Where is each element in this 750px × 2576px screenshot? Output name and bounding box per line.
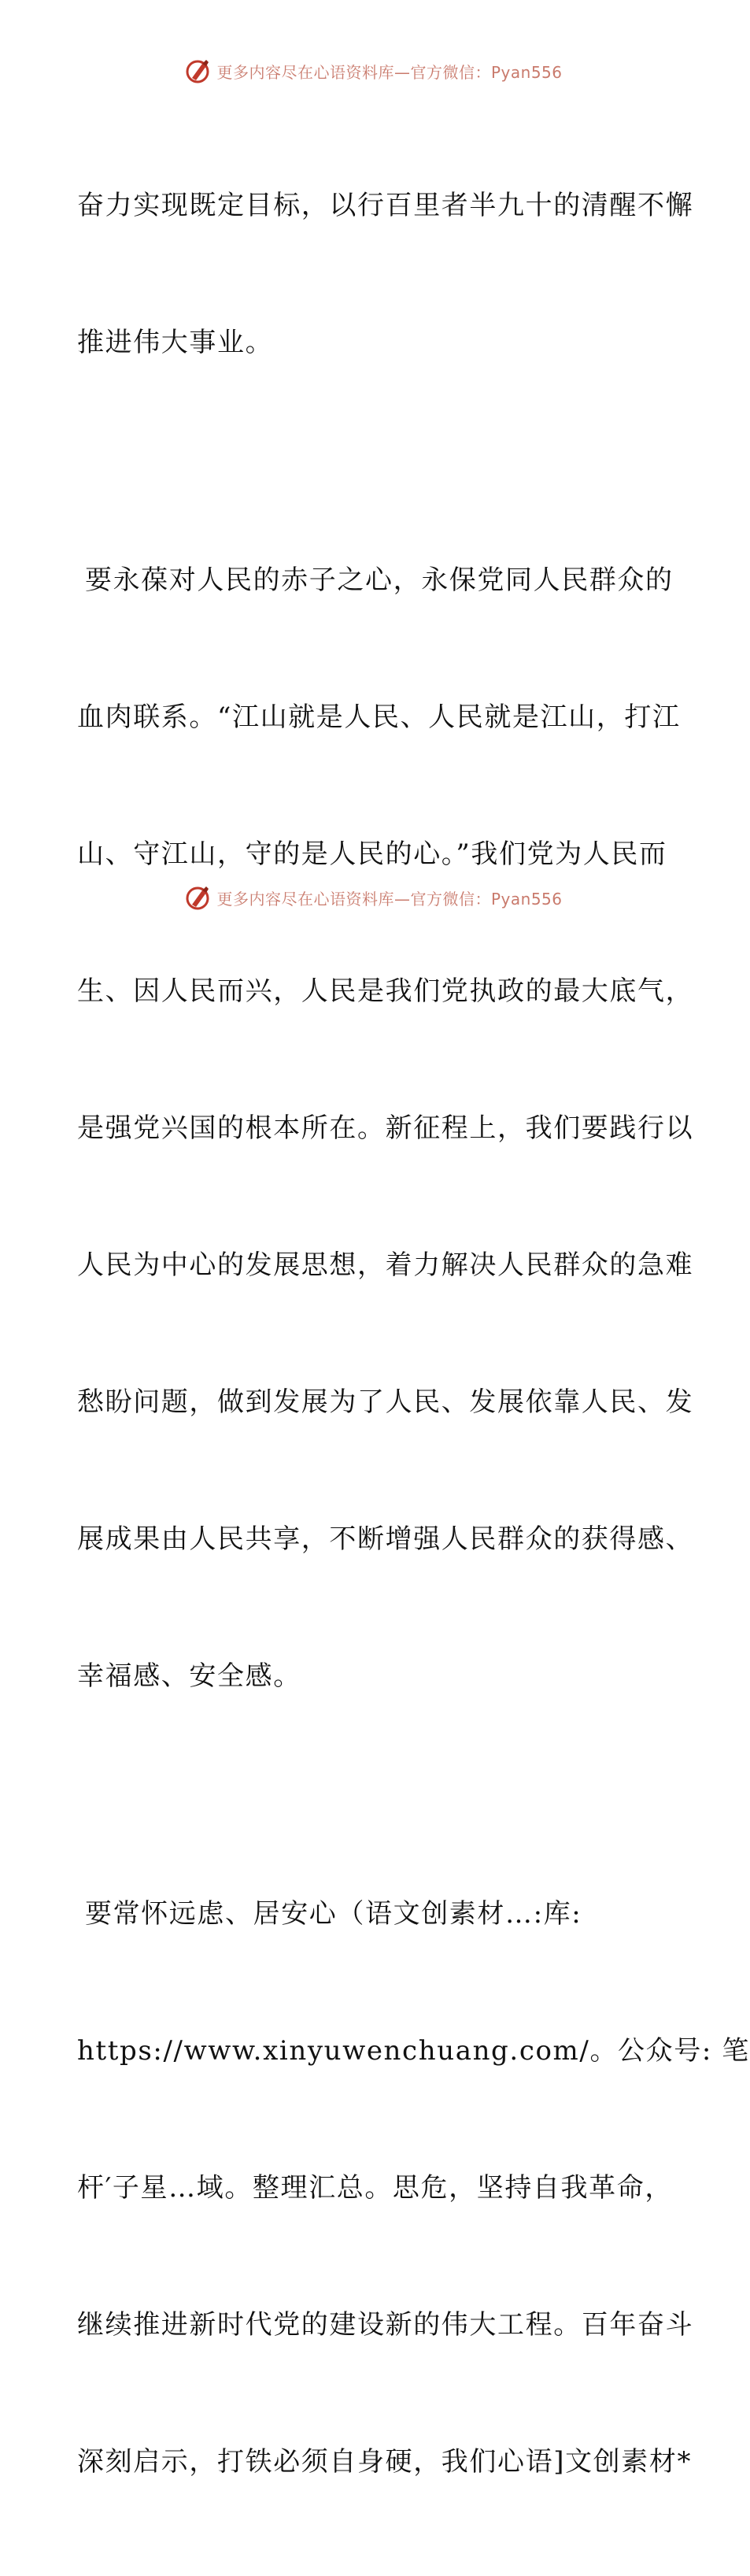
watermark-footer <box>0 882 748 913</box>
text-line: 血肉联系。“江山就是人民、人民就是江山，打江 <box>77 701 681 733</box>
text-line: 生、因人民而兴，人民是我们党执政的最大底气， <box>77 975 694 1007</box>
watermark-text: 更多内容尽在心语资料库—官方微信：Pyan556 <box>216 889 563 909</box>
text-line: 推进伟大事业。 <box>77 327 274 358</box>
text-line: 展成果由人民共享，不断增强人民群众的获得感、 <box>77 1523 694 1555</box>
watermark-wechat-id: Pyan556 <box>490 889 563 909</box>
paragraph-3 <box>77 1800 750 2576</box>
paragraph-1 <box>77 91 694 457</box>
text-line: 是强党兴国的根本所在。新征程上，我们要践行以 <box>77 1112 694 1144</box>
text-line: 人民为中心的发展思想，着力解决人民群众的急难 <box>77 1249 694 1281</box>
watermark-text: 更多内容尽在心语资料库—官方微信：Pyan556 <box>216 62 563 82</box>
text-line: 愁盼问题，做到发展为了人民、发展依靠人民、发 <box>77 1386 694 1418</box>
paragraph-2 <box>77 466 694 1790</box>
text-line: 山、守江山，守的是人民的心。”我们党为人民而 <box>77 838 667 870</box>
text-line: 奋力实现既定目标，以行百里者半九十的清醒不懈 <box>77 190 694 221</box>
pen-logo-icon <box>185 57 212 84</box>
text-line: 要永葆对人民的赤子之心，永保党同人民群众的 <box>85 564 674 596</box>
text-line: 继续推进新时代党的建设新的伟大工程。百年奋斗 <box>77 2309 694 2341</box>
text-line: 幸福感、安全感。 <box>77 1660 301 1692</box>
text-line: 深刻启示，打铁必须自身硬，我们心语]文创素材* <box>77 2446 693 2478</box>
pen-logo-icon <box>185 884 212 911</box>
text-line: https://www.xinyuwenchuang.com/。公众号: 笔 <box>77 2035 750 2067</box>
watermark-header <box>0 55 748 87</box>
watermark-wechat-id: Pyan556 <box>490 62 563 82</box>
document-body <box>77 91 750 2576</box>
text-line: 杆′子星…域。整理汇总。思危，坚持自我革命， <box>77 2172 673 2204</box>
text-line: 要常怀远虑、居安心（语文创素材…:库: <box>85 1898 582 1930</box>
